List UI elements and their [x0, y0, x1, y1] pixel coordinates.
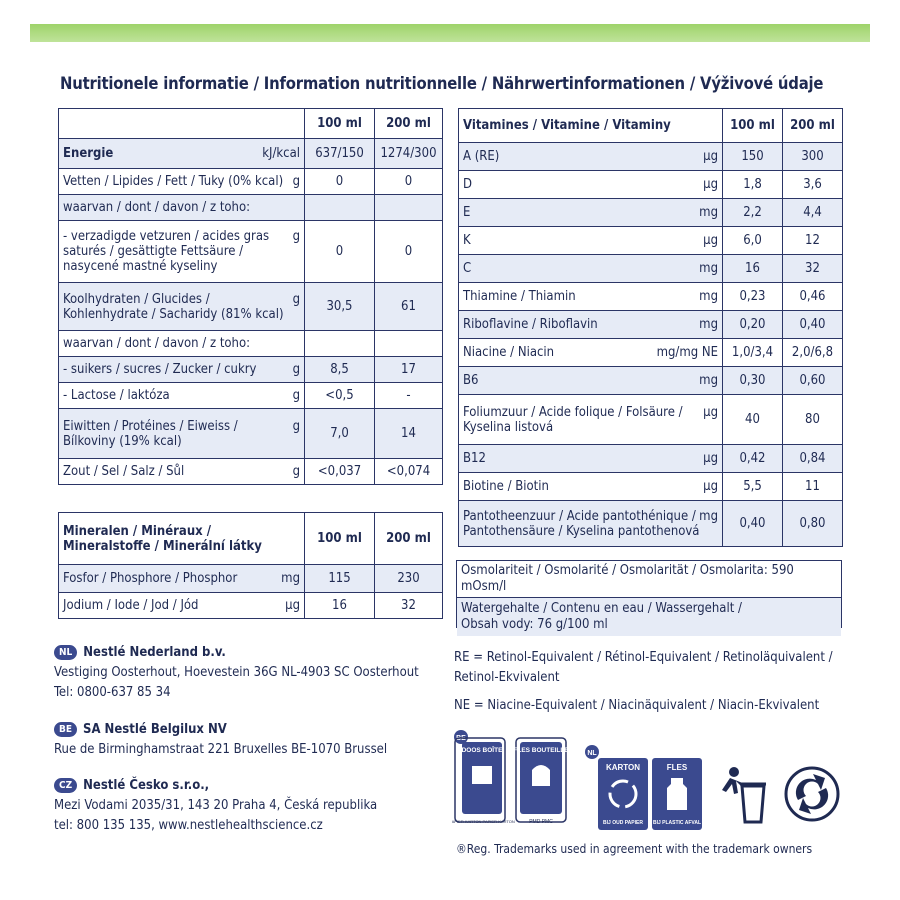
company-be-address: Rue de Birminghamstraat 221 Bruxelles BE-1070 Brussel [54, 742, 388, 757]
minerals-header-row [59, 513, 443, 565]
minerals-col-200: 200 ml [375, 513, 443, 565]
vitamin-unit: µg [703, 233, 718, 248]
page-title: Nutritionele informatie / Information nutritionnelle / Nährwertinformationen / Výživové údaje [60, 74, 824, 93]
vitamin-label: Niacine / Niacin [463, 345, 555, 360]
vitamin-unit: mg [699, 508, 718, 524]
nutrition-value-v200: - [375, 383, 443, 409]
vitamin-row [459, 199, 843, 227]
mineral-unit: µg [285, 598, 300, 613]
nutrition-table [58, 108, 443, 485]
vitamin-value-v100: 0,30 [723, 367, 783, 395]
vitamin-row [459, 367, 843, 395]
nutrition-label-cell [59, 139, 305, 169]
fles-nl-label: FLES [666, 763, 688, 772]
nutrition-unit: g [292, 291, 300, 307]
nutrition-value-v100 [305, 331, 375, 357]
nutrition-row [59, 169, 443, 195]
karton-label: KARTON [605, 763, 641, 772]
company-nl-address: Vestiging Oosterhout, Hoevestein 36G NL-4903 SC Oosterhout [54, 665, 419, 680]
vitamin-unit: mg [699, 317, 718, 332]
vitamin-row [459, 283, 843, 311]
nutrition-value-v100: <0,037 [305, 459, 375, 485]
nutrition-unit: g [292, 174, 300, 189]
mineral-unit: mg [281, 571, 300, 586]
vitamin-unit: mg [699, 289, 718, 304]
nutrition-value-v200 [375, 195, 443, 221]
mineral-value-v200: 230 [375, 565, 443, 593]
vitamin-label: Foliumzuur / Acide folique / Folsäure / Kyselina listová [463, 404, 683, 435]
vitamin-value-v200: 300 [783, 143, 843, 171]
vitamin-value-v200: 0,60 [783, 367, 843, 395]
nutrition-label: Energie [63, 146, 114, 161]
nutrition-value-v200: <0,074 [375, 459, 443, 485]
vitamin-label: E [463, 205, 471, 220]
mineral-label-cell [59, 565, 305, 593]
nutrition-row [59, 459, 443, 485]
box-shape-icon [472, 766, 492, 784]
company-nl [54, 643, 419, 703]
company-be [54, 720, 387, 760]
nutrition-header-row [59, 109, 443, 139]
vitamin-value-v100: 6,0 [723, 227, 783, 255]
fles-sub: PMD PMC [529, 819, 553, 825]
nutrition-label-cell [59, 409, 305, 459]
osmolarity-line: Osmolariteit / Osmolarité / Osmolarität / Osmolarita: 590 mOsm/l [457, 561, 841, 598]
nutrition-label: Koolhydraten / Glucides / Kohlenhydrate / Sacharidy (81% kcal) [63, 291, 284, 322]
vitamin-label-cell [459, 311, 723, 339]
nutrition-label-cell [59, 221, 305, 283]
mineral-value-v100: 16 [305, 593, 375, 619]
mineral-label: Fosfor / Phosphore / Phosphor [63, 571, 238, 586]
nutrition-value-v200: 61 [375, 283, 443, 331]
nutrition-row [59, 409, 443, 459]
vitamin-unit: µg [703, 177, 718, 192]
nutrition-row [59, 221, 443, 283]
vitamin-label: Riboflavine / Riboflavin [463, 317, 598, 332]
nutrition-unit: g [292, 464, 300, 479]
vitamin-unit: mg [699, 373, 718, 388]
vitamin-label-cell [459, 283, 723, 311]
mineral-row [59, 593, 443, 619]
vitamin-unit: µg [703, 479, 718, 494]
bag-shape-icon [532, 765, 550, 786]
nutrition-value-v100: <0,5 [305, 383, 375, 409]
doos-sub: PAPIER-KARTON PAPIER-KARTON [452, 819, 515, 824]
vitamin-label-cell [459, 501, 723, 547]
vitamin-value-v200: 2,0/6,8 [783, 339, 843, 367]
vitamin-value-v200: 32 [783, 255, 843, 283]
nl-badge: NL [54, 645, 77, 660]
nutrition-label: Zout / Sel / Salz / Sůl [63, 464, 185, 479]
nutrition-unit: g [292, 388, 300, 403]
nutrition-value-v100: 7,0 [305, 409, 375, 459]
vitamin-label-cell [459, 473, 723, 501]
recycling-icons [452, 730, 852, 830]
mineral-value-v100: 115 [305, 565, 375, 593]
nutrition-row [59, 139, 443, 169]
green-dot-icon [786, 768, 838, 820]
vitamin-row [459, 339, 843, 367]
mineral-label-cell [59, 593, 305, 619]
vitamins-col-200: 200 ml [783, 109, 843, 143]
company-nl-name: Nestlé Nederland b.v. [83, 645, 226, 660]
tidyman-bin-icon [722, 767, 766, 822]
nutrition-value-v200: 1274/300 [375, 139, 443, 169]
doos-label: DOOS BOÎTE [461, 747, 503, 754]
minerals-col-100: 100 ml [305, 513, 375, 565]
nutrition-label-cell [59, 459, 305, 485]
re-note-2: Retinol-Ekvivalent [454, 670, 560, 685]
vitamin-unit: mg/mg NE [656, 345, 718, 360]
nutrition-value-v100: 637/150 [305, 139, 375, 169]
nutrition-row [59, 331, 443, 357]
vitamin-label: K [463, 233, 471, 248]
vitamin-row [459, 395, 843, 445]
vitamin-label: Pantotheenzuur / Acide pantothénique / Pantothensäure / Kyselina pantothenová [463, 508, 700, 539]
vitamin-unit: mg [699, 205, 718, 220]
col-100-header: 100 ml [305, 109, 375, 139]
vitamin-unit: µg [703, 404, 718, 420]
vitamin-label-cell [459, 339, 723, 367]
cz-badge: CZ [54, 778, 77, 793]
vitamins-col-100: 100 ml [723, 109, 783, 143]
company-cz [54, 776, 377, 836]
vitamin-value-v200: 0,84 [783, 445, 843, 473]
be-recycle-badge-text: BE [456, 735, 466, 742]
equivalent-notes [454, 648, 833, 716]
nutrition-label: Vetten / Lipides / Fett / Tuky (0% kcal) [63, 174, 284, 189]
vitamin-value-v100: 16 [723, 255, 783, 283]
vitamin-row [459, 501, 843, 547]
fles-label: FLES BOUTEILLE [513, 747, 569, 754]
vitamin-label-cell [459, 199, 723, 227]
nutrition-label-cell [59, 283, 305, 331]
water-line-2: Obsah vody: 76 g/100 ml [457, 617, 841, 636]
vitamin-label-cell [459, 143, 723, 171]
vitamin-label-cell [459, 395, 723, 445]
vitamin-value-v100: 1,0/3,4 [723, 339, 783, 367]
vitamin-label-cell [459, 445, 723, 473]
nutrition-row [59, 357, 443, 383]
nutrition-label: Eiwitten / Protéines / Eiweiss / Bílkoviny (19% kcal) [63, 418, 238, 449]
nutrition-unit: g [292, 362, 300, 377]
nutrition-label-cell [59, 383, 305, 409]
vitamin-label-cell [459, 171, 723, 199]
vitamin-unit: µg [703, 149, 718, 164]
vitamin-row [459, 255, 843, 283]
nutrition-label: waarvan / dont / davon / z toho: [63, 336, 251, 351]
nutrition-unit: g [292, 229, 300, 244]
vitamin-row [459, 311, 843, 339]
nutrition-unit: kJ/kcal [262, 146, 300, 161]
vitamin-value-v100: 2,2 [723, 199, 783, 227]
col-200-header: 200 ml [375, 109, 443, 139]
vitamin-label: Thiamine / Thiamin [463, 289, 576, 304]
vitamin-row [459, 473, 843, 501]
vitamin-row [459, 227, 843, 255]
vitamin-value-v200: 3,6 [783, 171, 843, 199]
vitamins-table [458, 108, 843, 547]
vitamin-value-v200: 12 [783, 227, 843, 255]
fles-nl-sub: BIJ PLASTIC AFVAL [652, 820, 702, 826]
nutrition-label: waarvan / dont / davon / z toho: [63, 200, 251, 215]
vitamin-value-v100: 0,20 [723, 311, 783, 339]
vitamin-unit: mg [699, 261, 718, 276]
vitamin-value-v100: 5,5 [723, 473, 783, 501]
nutrition-label-cell [59, 195, 305, 221]
minerals-table [58, 512, 443, 619]
ne-note: NE = Niacine-Equivalent / Niacinäquivalent / Niacin-Ekvivalent [454, 698, 820, 713]
company-cz-address: Mezi Vodami 2035/31, 143 20 Praha 4, Česká republika [54, 798, 378, 813]
nutrition-row [59, 195, 443, 221]
company-cz-phone: tel: 800 135 135, www.nestlehealthscience.cz [54, 818, 323, 833]
nutrition-row [59, 383, 443, 409]
nutrition-row [59, 283, 443, 331]
nutrition-label: - suikers / sucres / Zucker / cukry [63, 362, 257, 377]
vitamin-value-v100: 150 [723, 143, 783, 171]
vitamin-row [459, 445, 843, 473]
vitamin-label: Biotine / Biotin [463, 479, 549, 494]
nutrition-value-v200 [375, 331, 443, 357]
mineral-row [59, 565, 443, 593]
be-badge: BE [54, 722, 77, 737]
nutrition-value-v200: 0 [375, 169, 443, 195]
nutrition-value-v100: 8,5 [305, 357, 375, 383]
nutrition-value-v200: 14 [375, 409, 443, 459]
vitamin-value-v100: 0,42 [723, 445, 783, 473]
vitamin-label: B12 [463, 451, 486, 466]
vitamin-label: A (RE) [463, 149, 500, 164]
vitamin-value-v200: 4,4 [783, 199, 843, 227]
vitamin-label: C [463, 261, 472, 276]
nutrition-value-v100 [305, 195, 375, 221]
nutrition-label: - verzadigde vetzuren / acides gras saturés / gesättigte Fettsäure / nasycené mastné kyseliny [63, 229, 270, 274]
nutrition-label-cell [59, 357, 305, 383]
mineral-value-v200: 32 [375, 593, 443, 619]
karton-sub: BIJ OUD PAPIER [603, 820, 643, 826]
vitamin-value-v100: 0,40 [723, 501, 783, 547]
nutrition-value-v200: 0 [375, 221, 443, 283]
nl-recycle-badge-text: NL [587, 750, 597, 757]
vitamin-value-v200: 0,40 [783, 311, 843, 339]
vitamin-label-cell [459, 227, 723, 255]
recycling-icons-svg [452, 730, 852, 830]
osmolarity-box [456, 560, 842, 632]
vitamin-unit: µg [703, 451, 718, 466]
vitamin-value-v200: 11 [783, 473, 843, 501]
water-line-1: Watergehalte / Contenu en eau / Wassergehalt / [457, 598, 841, 617]
nutrition-label: - Lactose / laktóza [63, 388, 170, 403]
vitamin-label-cell [459, 367, 723, 395]
nutrition-label-cell [59, 331, 305, 357]
mineral-label: Jodium / Iode / Jod / Jód [63, 598, 199, 613]
vitamin-value-v100: 1,8 [723, 171, 783, 199]
vitamin-value-v100: 0,23 [723, 283, 783, 311]
vitamin-label: D [463, 177, 473, 192]
vitamin-value-v200: 0,80 [783, 501, 843, 547]
nutrition-value-v200: 17 [375, 357, 443, 383]
re-note: RE = Retinol-Equivalent / Rétinol-Equivalent / Retinoläquivalent / [454, 650, 833, 665]
nutrition-value-v100: 0 [305, 221, 375, 283]
vitamin-label: B6 [463, 373, 479, 388]
vitamin-value-v100: 40 [723, 395, 783, 445]
blank-header [59, 109, 305, 139]
vitamin-row [459, 143, 843, 171]
nutrition-label-cell [59, 169, 305, 195]
vitamin-value-v200: 0,46 [783, 283, 843, 311]
company-cz-name: Nestlé Česko s.r.o., [83, 778, 210, 793]
vitamin-label-cell [459, 255, 723, 283]
trademark-footnote: ®Reg. Trademarks used in agreement with the trademark owners [456, 842, 813, 856]
company-be-name: SA Nestlé Belgilux NV [83, 722, 227, 737]
nutrition-value-v100: 30,5 [305, 283, 375, 331]
vitamins-header-row [459, 109, 843, 143]
company-nl-phone: Tel: 0800-637 85 34 [54, 685, 171, 700]
top-green-band [30, 24, 870, 42]
nutrition-unit: g [292, 418, 300, 434]
vitamin-row [459, 171, 843, 199]
nutrition-value-v100: 0 [305, 169, 375, 195]
vitamins-header: Vitamines / Vitamine / Vitaminy [459, 109, 723, 143]
vitamin-value-v200: 80 [783, 395, 843, 445]
minerals-header: Mineralen / Minéraux / Mineralstoffe / Minerální látky [59, 513, 305, 565]
